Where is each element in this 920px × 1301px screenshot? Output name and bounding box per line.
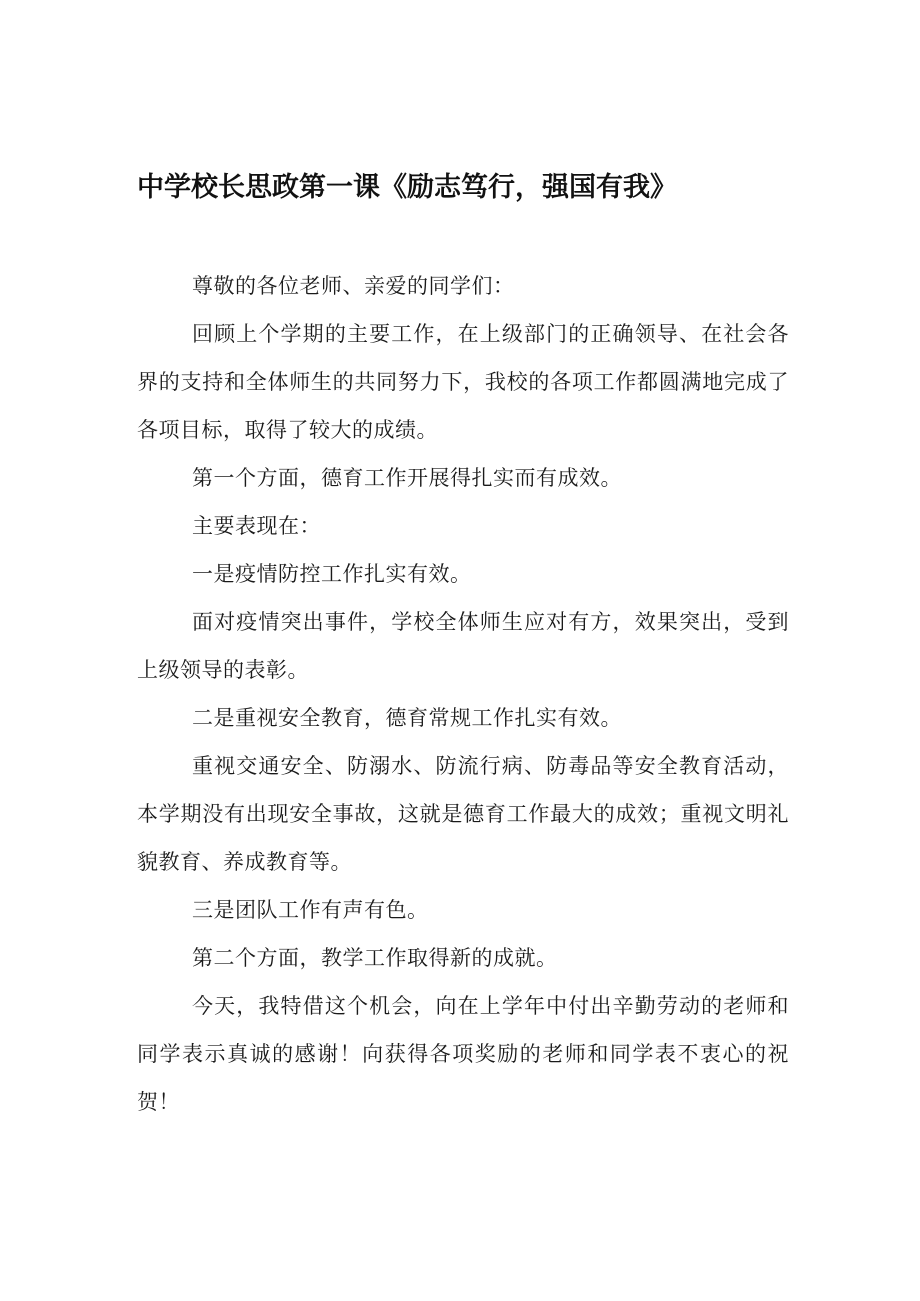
document-title: 中学校长思政第一课《励志笃行，强国有我》 <box>137 172 677 203</box>
paragraph-point-three: 三是团队工作有声有色。 <box>192 898 429 922</box>
paragraph-moral-education: 第一个方面，德育工作开展得扎实而有成效。 <box>192 466 623 490</box>
paragraph-epidemic: 面对疫情突出事件，学校全体师生应对有方，效果突出，受到上级领导的表彰。 <box>137 610 789 682</box>
paragraph-main-points: 主要表现在： <box>192 514 322 538</box>
paragraph-point-one: 一是疫情防控工作扎实有效。 <box>192 562 472 586</box>
paragraph-greeting: 尊敬的各位老师、亲爱的同学们： <box>192 274 515 298</box>
document-body <box>137 262 789 1126</box>
paragraph-safety: 重视交通安全、防溺水、防流行病、防毒品等安全教育活动，本学期没有出现安全事故，这就是德育工作最大的成效；重视文明礼貌教育、养成教育等。 <box>137 754 789 874</box>
paragraph-thanks: 今天，我特借这个机会，向在上学年中付出辛勤劳动的老师和同学表示真诚的感谢！向获得各项奖励的老师和同学表不衷心的祝贺！ <box>137 994 789 1114</box>
paragraph-point-two: 二是重视安全教育，德育常规工作扎实有效。 <box>192 706 623 730</box>
paragraph-teaching: 第二个方面，教学工作取得新的成就。 <box>192 946 558 970</box>
paragraph-review: 回顾上个学期的主要工作，在上级部门的正确领导、在社会各界的支持和全体师生的共同努力下，我校的各项工作都圆满地完成了各项目标，取得了较大的成绩。 <box>137 322 789 442</box>
